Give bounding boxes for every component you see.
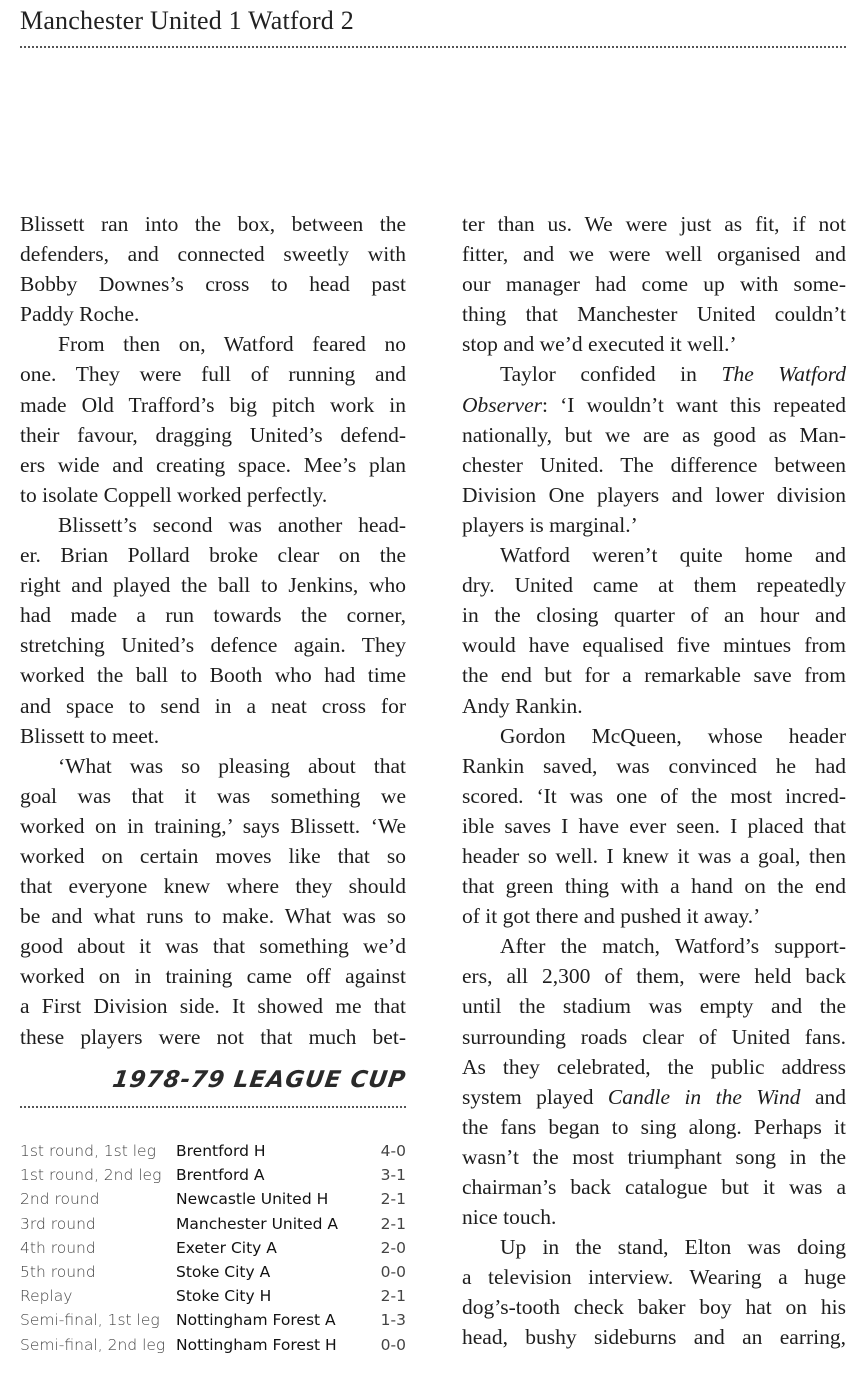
league-cup-results-table <box>20 1139 406 1357</box>
opponent-cell: Newcastle United H <box>176 1190 329 1209</box>
round-cell: Replay <box>20 1287 73 1306</box>
round-cell: Semi-final, 2nd leg <box>20 1335 166 1354</box>
text-line: system played Candle in the Wind and <box>462 1084 846 1109</box>
text-line: the end but for a remarkable save from <box>462 663 846 688</box>
text-line: our manager had come up with some- <box>462 272 846 297</box>
opponent-cell: Manchester United A <box>176 1214 339 1233</box>
results-row <box>20 1163 406 1187</box>
round-cell: 1st round, 1st leg <box>20 1142 156 1160</box>
score-cell: 4-0 <box>380 1142 406 1160</box>
sidebar-dotted-rule <box>20 1106 406 1108</box>
score-cell: 0-0 <box>380 1335 406 1354</box>
text-line: Up in the stand, Elton was doing <box>500 1235 846 1260</box>
text-line: a television interview. Wearing a huge <box>462 1265 846 1290</box>
results-row <box>20 1139 406 1163</box>
opponent-cell: Stoke City H <box>176 1287 272 1306</box>
round-cell: 3rd round <box>20 1214 96 1233</box>
results-row <box>20 1187 406 1211</box>
text-line: Watford weren’t quite home and <box>500 543 846 568</box>
text-line: that everyone knew where they should <box>20 874 406 899</box>
text-line: ter than us. We were just as fit, if not <box>462 212 846 236</box>
score-cell: 3-1 <box>380 1166 406 1185</box>
text-line: header so well. I knew it was a goal, then <box>462 843 846 868</box>
text-line: Bobby Downes’s cross to head past <box>20 272 406 297</box>
text-line: ers, all 2,300 of them, were held back <box>462 964 846 989</box>
text-line: had made a run towards the corner, <box>20 603 406 628</box>
text-line: a First Division side. It showed me that <box>20 994 406 1019</box>
text-line: goal was that it was something we <box>20 783 406 808</box>
text-line: would have equalised five mintues from <box>462 633 846 658</box>
text-line: until the stadium was empty and the <box>462 994 846 1019</box>
text-line: of it got there and pushed it away.’ <box>462 904 761 929</box>
text-line: dry. United came at them repeatedly <box>462 573 846 598</box>
text-line: Taylor confided in The Watford <box>500 362 847 387</box>
text-line: one. They were full of running and <box>20 362 406 387</box>
score-cell: 2-1 <box>380 1190 406 1209</box>
text-line: thing that Manchester United couldn’t <box>462 302 846 327</box>
text-line: nationally, but we are as good as Man- <box>462 422 846 447</box>
results-row <box>20 1308 406 1332</box>
text-line: worked the ball to Booth who had time <box>20 663 406 688</box>
text-line: ers wide and creating space. Mee’s plan <box>20 452 406 477</box>
text-line: stop and we’d executed it well.’ <box>462 332 737 357</box>
text-line: these players were not that much bet- <box>20 1024 406 1049</box>
text-line: worked on certain moves like that so <box>20 843 406 868</box>
opponent-cell: Nottingham Forest H <box>176 1335 337 1354</box>
opponent-cell: Exeter City A <box>176 1238 277 1257</box>
round-cell: 2nd round <box>20 1190 100 1209</box>
text-line: wasn’t the most triumphant song in the <box>462 1144 846 1169</box>
text-line: worked on in training came off against <box>20 964 406 989</box>
text-line: ‘What was so pleasing about that <box>58 753 406 778</box>
header-dotted-rule <box>20 46 846 48</box>
text-line: to isolate Coppell worked perfectly. <box>20 482 328 507</box>
text-line: good about it was that something we’d <box>20 934 406 959</box>
text-line: be and what runs to make. What was so <box>20 904 406 929</box>
right-text-column <box>462 209 846 1353</box>
text-line: Division One players and lower division <box>462 482 846 507</box>
text-line: made Old Trafford’s big pitch work in <box>20 392 406 417</box>
text-line: stretching United’s defence again. They <box>20 633 406 658</box>
text-line: As they celebrated, the public address <box>462 1054 846 1079</box>
running-header-title: Manchester United 1 Watford 2 <box>20 6 354 35</box>
text-line: that green thing with a hand on the end <box>462 874 846 899</box>
round-cell: 4th round <box>20 1238 96 1257</box>
results-row <box>20 1333 406 1357</box>
text-line: defenders, and connected sweetly with <box>20 242 406 267</box>
text-line: nice touch. <box>462 1205 557 1230</box>
text-line: in the closing quarter of an hour and <box>462 603 846 628</box>
round-cell: Semi-final, 1st leg <box>20 1311 160 1330</box>
text-line: worked on in training,’ says Blissett. ‘We <box>20 813 406 838</box>
text-line: chairman’s back catalogue but it was a <box>462 1175 846 1199</box>
round-cell: 1st round, 2nd leg <box>20 1166 162 1185</box>
score-cell: 2-1 <box>380 1214 406 1233</box>
results-row <box>20 1260 406 1284</box>
score-cell: 2-0 <box>380 1238 406 1257</box>
text-line: Gordon McQueen, whose header <box>500 723 846 748</box>
text-line: After the match, Watford’s support- <box>500 934 846 959</box>
text-line: and space to send in a neat cross for <box>20 693 406 718</box>
left-text-column <box>20 209 406 1052</box>
text-line: players is marginal.’ <box>462 512 638 537</box>
text-line: the fans began to sing along. Perhaps it <box>462 1114 846 1139</box>
text-line: right and played the ball to Jenkins, who <box>20 573 406 598</box>
text-line: chester United. The difference between <box>462 452 846 477</box>
text-line: Blissett’s second was another head- <box>58 512 406 537</box>
text-line: dog’s-tooth check baker boy hat on his <box>462 1295 846 1320</box>
text-line: fitter, and we were well organised and <box>462 242 846 267</box>
results-row <box>20 1236 406 1260</box>
text-line: head, bushy sideburns and an earring, <box>462 1325 846 1350</box>
text-line: Blissett to meet. <box>20 723 160 748</box>
sidebar-title: 1978-79 LEAGUE CUP <box>110 1067 408 1093</box>
score-cell: 2-1 <box>380 1287 406 1306</box>
opponent-cell: Brentford A <box>176 1166 265 1185</box>
text-line: Rankin saved, was convinced he had <box>462 753 846 778</box>
results-row <box>20 1284 406 1308</box>
text-line: Paddy Roche. <box>20 302 140 327</box>
score-cell: 1-3 <box>380 1311 406 1330</box>
results-row <box>20 1212 406 1236</box>
text-line: scored. ‘It was one of the most incred- <box>462 783 846 808</box>
text-line: surrounding roads clear of United fans. <box>462 1024 846 1049</box>
score-cell: 0-0 <box>380 1262 406 1281</box>
text-line: er. Brian Pollard broke clear on the <box>20 543 406 568</box>
text-line: From then on, Watford feared no <box>58 332 406 357</box>
opponent-cell: Brentford H <box>176 1142 266 1160</box>
text-line: Andy Rankin. <box>462 693 583 718</box>
text-line: Observer: ‘I wouldn’t want this repeated <box>462 392 846 417</box>
text-line: Blissett ran into the box, between the <box>20 212 406 236</box>
text-line: ible saves I have ever seen. I placed that <box>462 813 846 838</box>
opponent-cell: Stoke City A <box>176 1262 271 1281</box>
opponent-cell: Nottingham Forest A <box>176 1311 336 1330</box>
round-cell: 5th round <box>20 1262 96 1281</box>
text-line: their favour, dragging United’s defend- <box>20 422 406 447</box>
